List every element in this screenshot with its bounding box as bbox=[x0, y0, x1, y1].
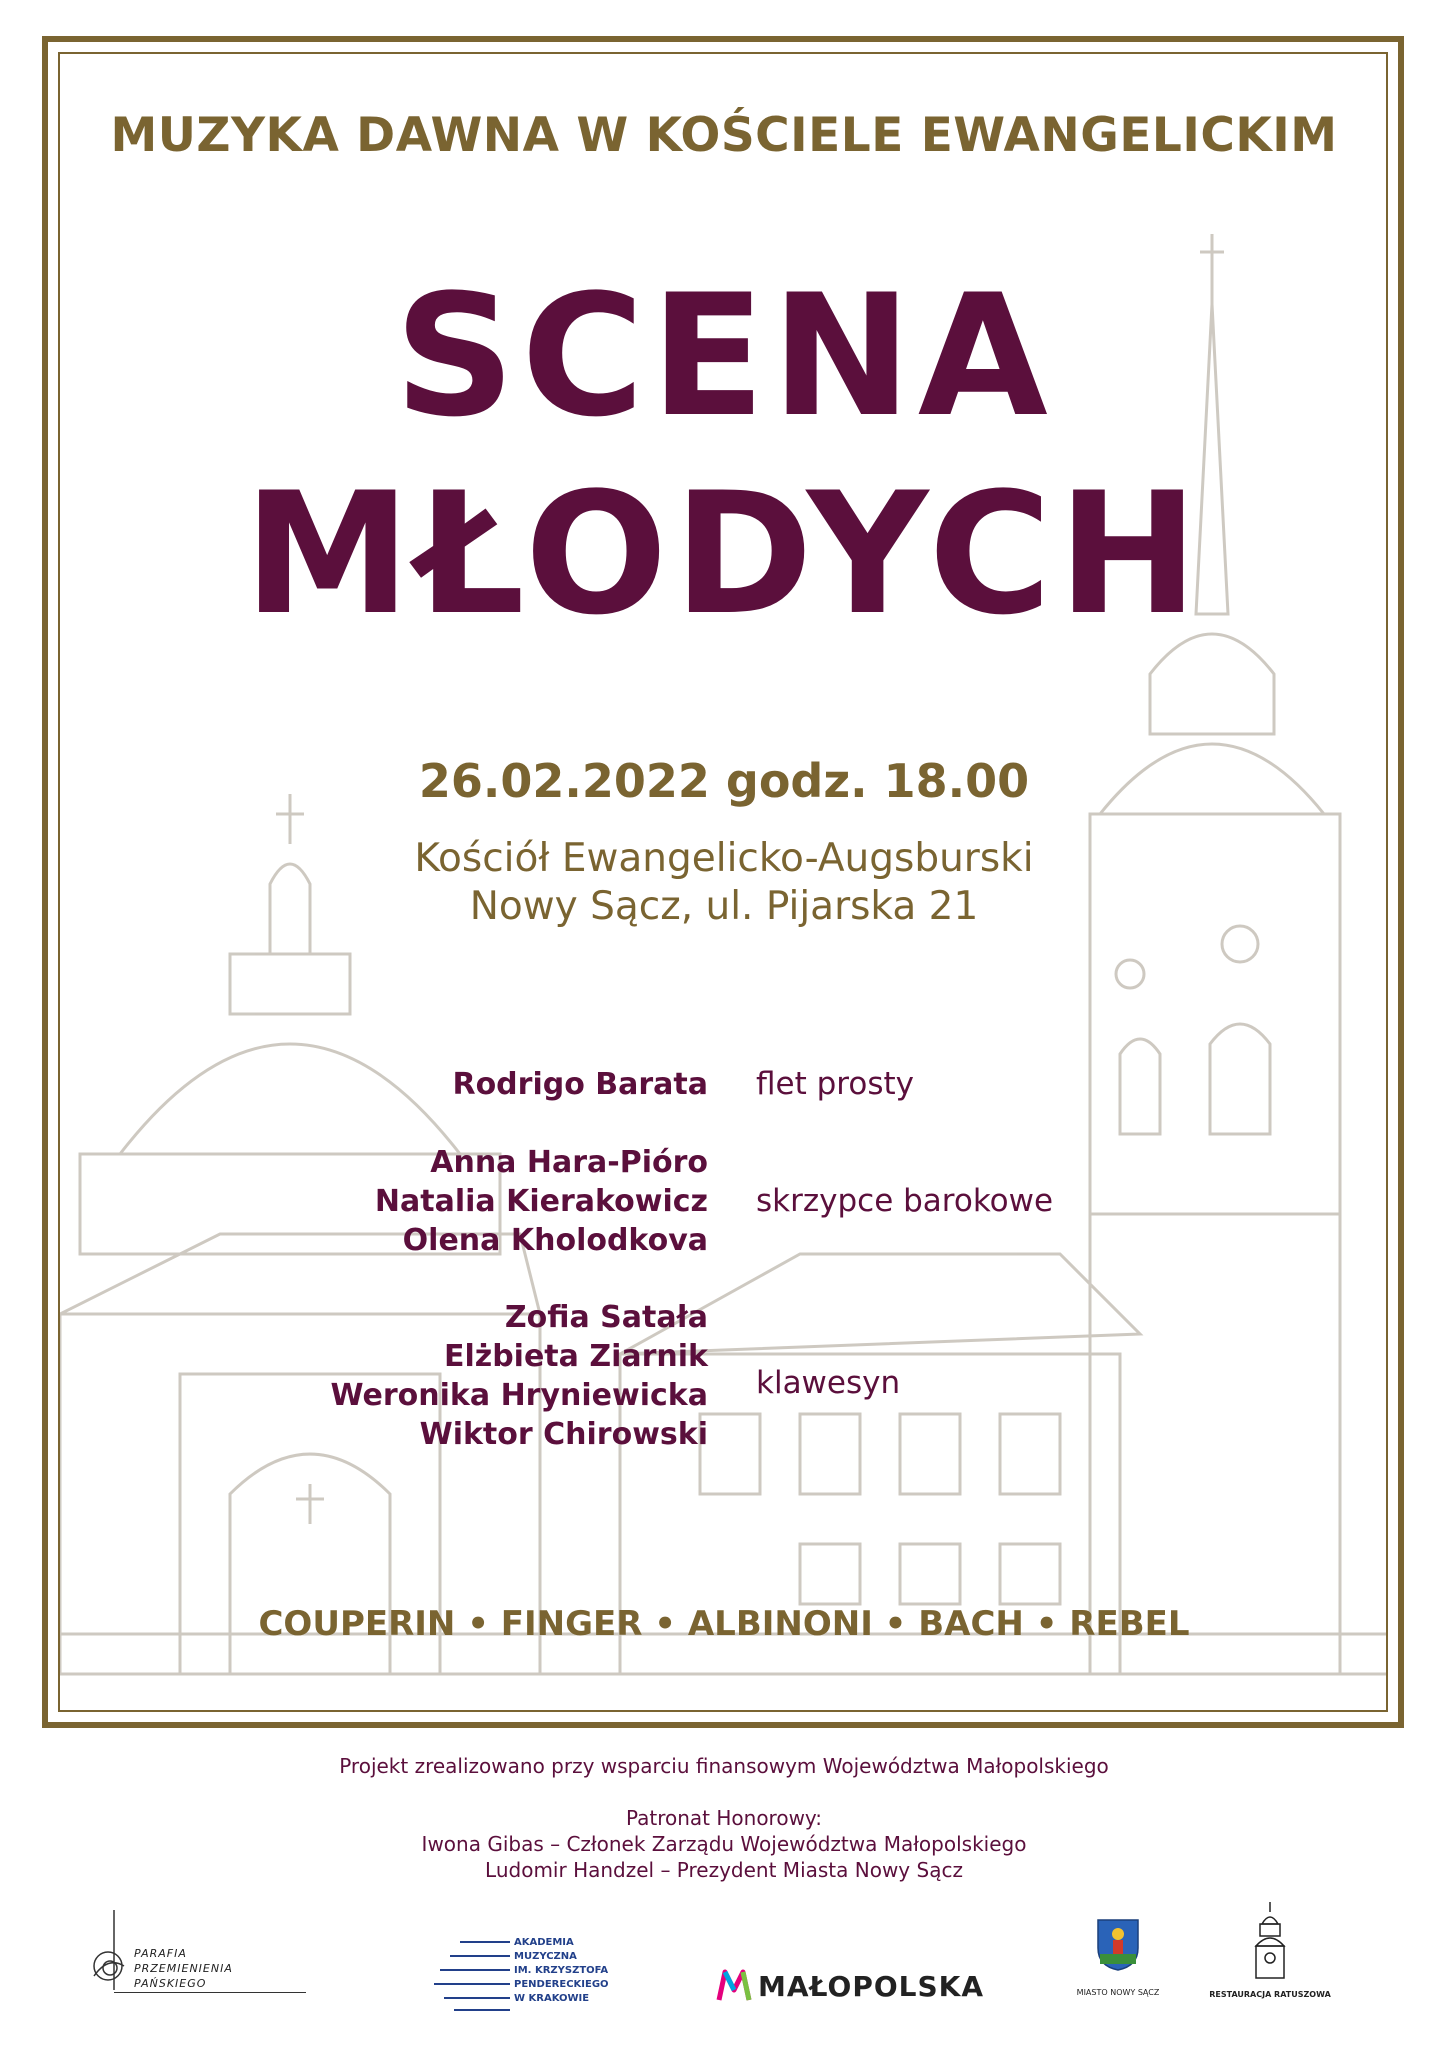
akademia-stripes-icon bbox=[430, 1938, 510, 2012]
instrument-label: klawesyn bbox=[756, 1365, 901, 1401]
akademia-line: W KRAKOWIE bbox=[514, 1993, 590, 2004]
performer-group-violin bbox=[375, 1143, 708, 1260]
akademia-logo bbox=[430, 1936, 610, 2018]
performer-name: Rodrigo Barata bbox=[452, 1067, 708, 1102]
venue-address: Nowy Sącz, ul. Pijarska 21 bbox=[469, 884, 979, 929]
malopolska-text: MAŁOPOLSKA bbox=[758, 1970, 985, 2003]
patronage-title: Patronat Honorowy: bbox=[625, 1806, 823, 1830]
malopolska-m-icon bbox=[716, 1968, 752, 2002]
akademia-line: AKADEMIA bbox=[514, 1937, 574, 1948]
composers-list: COUPERIN • FINGER • ALBINONI • BACH • REBEL bbox=[258, 1604, 1190, 1644]
performer-name: Elżbieta Ziarnik bbox=[443, 1339, 708, 1374]
nowy-sacz-text: MIASTO NOWY SĄCZ bbox=[1076, 1988, 1160, 1997]
performer-group-flute bbox=[452, 1065, 708, 1104]
patron-2: Ludomir Handzel – Prezydent Miasta Nowy Sącz bbox=[485, 1858, 963, 1882]
performer-name: Weronika Hryniewicka bbox=[330, 1378, 708, 1413]
city-crest-icon bbox=[1096, 1918, 1140, 1972]
performer-name: Wiktor Chirowski bbox=[419, 1417, 708, 1452]
restauracja-logo bbox=[1206, 1902, 1334, 2014]
performer-name: Olena Kholodkova bbox=[402, 1223, 708, 1258]
malopolska-logo bbox=[716, 1966, 985, 2006]
venue-name: Kościół Ewangelicko-Augsburski bbox=[414, 836, 1034, 881]
akademia-line: MUZYCZNA bbox=[514, 1951, 577, 1962]
parafia-icon bbox=[84, 1906, 134, 1992]
series-title: MUZYKA DAWNA W KOŚCIELE EWANGELICKIM bbox=[110, 108, 1338, 163]
nowy-sacz-logo bbox=[1062, 1918, 1174, 2014]
akademia-line: IM. KRZYSZTOFA bbox=[514, 1965, 609, 1976]
performer-name: Anna Hara-Pióro bbox=[430, 1145, 708, 1180]
instrument-label: skrzypce barokowe bbox=[756, 1183, 1054, 1219]
parafia-rule bbox=[114, 1992, 306, 1993]
parafia-line: PRZEMIENIENIA bbox=[134, 1962, 233, 1975]
performer-name: Natalia Kierakowicz bbox=[374, 1184, 708, 1219]
performer-group-harpsichord bbox=[331, 1298, 708, 1454]
restauracja-text: RESTAURACJA RATUSZOWA bbox=[1209, 1990, 1331, 1999]
performer-name: Zofia Satała bbox=[504, 1300, 708, 1335]
patron-1: Iwona Gibas – Członek Zarządu Województwa Małopolskiego bbox=[421, 1832, 1027, 1856]
parafia-line: PARAFIA bbox=[134, 1947, 187, 1960]
event-title-line2: MŁODYCH bbox=[243, 456, 1205, 652]
funding-note: Projekt zrealizowano przy wsparciu finansowym Województwa Małopolskiego bbox=[339, 1754, 1109, 1778]
event-date: 26.02.2022 godz. 18.00 bbox=[418, 754, 1030, 808]
parafia-line: PAŃSKIEGO bbox=[134, 1977, 207, 1990]
instrument-label: flet prosty bbox=[756, 1066, 914, 1102]
parafia-logo bbox=[84, 1906, 306, 1998]
town-hall-tower-icon bbox=[1248, 1902, 1292, 1980]
event-title-line1: SCENA bbox=[394, 258, 1054, 454]
akademia-line: PENDERECKIEGO bbox=[514, 1979, 609, 1990]
